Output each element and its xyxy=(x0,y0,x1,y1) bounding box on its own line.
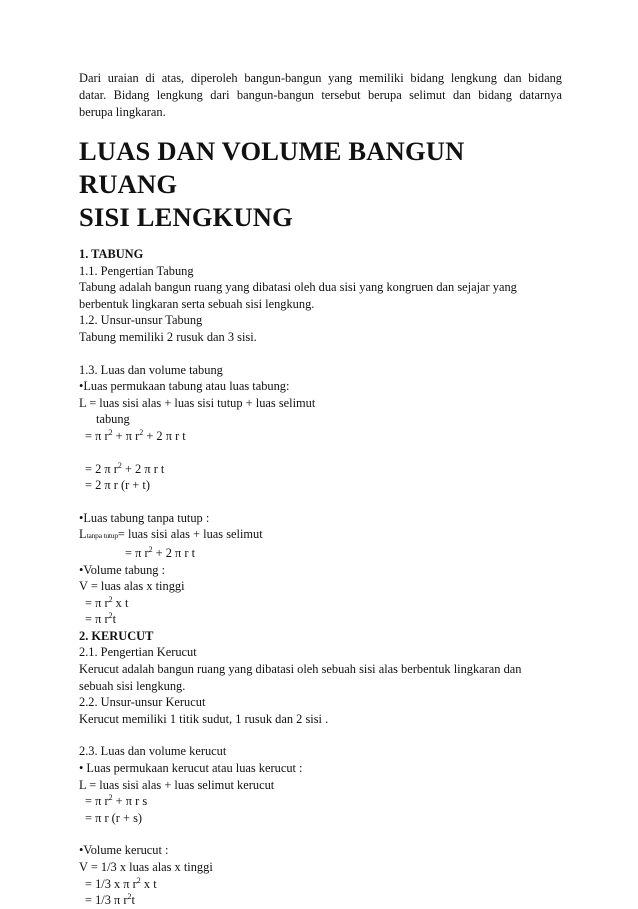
subsection-heading: 2.3. Luas dan volume kerucut xyxy=(79,744,227,759)
formula-line: = 2 π r (r + t) xyxy=(85,478,150,493)
definition-text: sebuah sisi lengkung. xyxy=(79,678,186,693)
unsur-text: Tabung memiliki 2 rusuk dan 3 sisi. xyxy=(79,329,257,344)
subsection-heading: 2.1. Pengertian Kerucut xyxy=(79,645,197,660)
section-heading-kerucut: 2. KERUCUT xyxy=(79,628,154,643)
formula-line: Ltanpa tutup= luas sisi alas + luas selimut xyxy=(79,527,263,542)
formula-line: = 1/3 π $r^2t$ xyxy=(85,892,135,908)
formula-line: L = luas sisi alas + luas sisi tutup + luas selimut xyxy=(79,395,316,410)
subsection-heading: 1.3. Luas dan volume tabung xyxy=(79,362,223,377)
formula-line: V = 1/3 x luas alas x tinggi xyxy=(79,860,213,874)
formula-line: = π $r^2 + \pi$ r s xyxy=(85,793,148,809)
subsection-heading: 1.1. Pengertian Tabung xyxy=(79,263,194,278)
formula-line: = 2 π $r^2 + 2$ π r t xyxy=(85,460,165,476)
title-line: SISI LENGKUNG xyxy=(79,202,293,232)
bullet-item: •Luas permukaan tabung atau luas tabung: xyxy=(79,379,290,394)
document-page xyxy=(79,70,562,909)
formula-line: V = luas alas x tinggi xyxy=(79,579,185,594)
title-line: LUAS DAN VOLUME BANGUN RUANG xyxy=(79,136,465,199)
formula-line: = π $r^2 + 2$ π r t xyxy=(125,544,196,560)
formula-line: tabung xyxy=(96,412,130,427)
formula-line: L = luas sisi alas + luas selimut kerucut xyxy=(79,777,275,792)
intro-paragraph xyxy=(79,70,562,121)
unsur-text: Kerucut memiliki 1 titik sudut, 1 rusuk dan 2 sisi . xyxy=(79,711,329,726)
definition-text: Tabung adalah bangun ruang yang dibatasi oleh dua sisi yang kongruen dan sejajar yang xyxy=(79,280,517,295)
definition-text: berbentuk lingkaran serta sebuah sisi lengkung. xyxy=(79,296,315,311)
intro-line: berupa lingkaran. xyxy=(79,105,166,119)
intro-line: datar. Bidang lengkung dari bangun-bangun tersebut berupa selimut dan bidang datarnya xyxy=(79,88,562,102)
bullet-item: •Volume kerucut : xyxy=(79,843,169,858)
intro-line: Dari uraian di atas, diperoleh bangun-bangun yang memiliki bidang lengkung dan bidang xyxy=(79,71,562,85)
definition-text: Kerucut adalah bangun ruang yang dibatasi oleh sebuah sisi alas berbentuk lingkaran dan xyxy=(79,662,522,677)
formula-line: = π $r^2 + \pi$ $r^2 + 2$ π r t xyxy=(85,427,186,443)
bullet-item: • Luas permukaan kerucut atau luas kerucut : xyxy=(79,761,303,776)
subsection-heading: 1.2. Unsur-unsur Tabung xyxy=(79,313,203,328)
section-heading-tabung: 1. TABUNG xyxy=(79,247,144,261)
formula-line: = 1/3 x π $r^2$ x t xyxy=(85,875,157,891)
subsection-heading: 2.2. Unsur-unsur Kerucut xyxy=(79,695,206,710)
formula-line: = π $r^2t$ xyxy=(85,611,117,627)
formula-line: = π r (r + s) xyxy=(85,810,143,825)
bullet-item: •Luas tabung tanpa tutup : xyxy=(79,510,210,525)
formula-line: = π $r^2$ x t xyxy=(85,594,129,610)
bullet-item: •Volume tabung : xyxy=(79,562,166,577)
page-title xyxy=(79,135,562,234)
